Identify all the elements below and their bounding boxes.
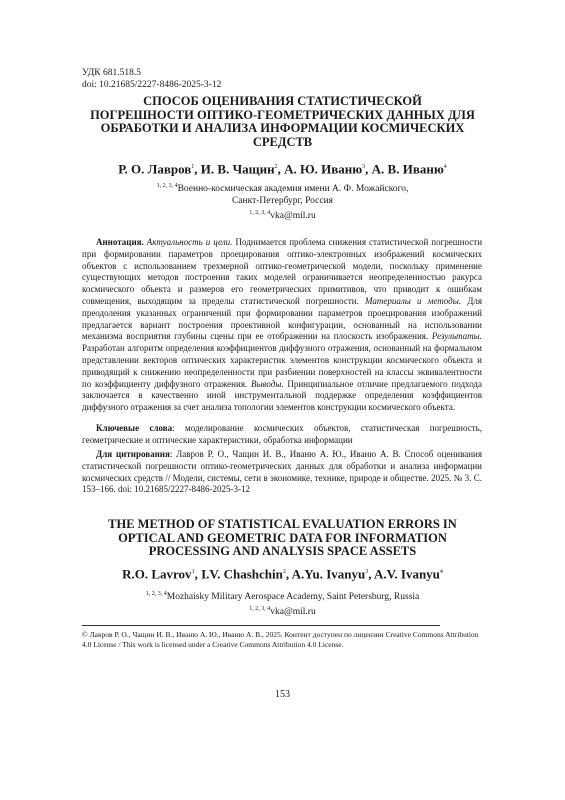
citation-ru — [82, 449, 482, 496]
author-sup: 1 — [191, 164, 195, 170]
abstract-key: Материалы и методы. — [365, 295, 462, 306]
email-line — [100, 603, 465, 618]
page-number: 153 — [275, 689, 290, 700]
email-line — [100, 207, 465, 222]
email-sup: 1, 2, 3, 4 — [249, 606, 271, 613]
author-sep: , — [277, 161, 285, 177]
authors-ru — [80, 160, 485, 176]
keywords-text: : моделирование космических объектов, статистическая погрешность, геометрические и оптические характеристики, обработка информации — [82, 423, 482, 445]
abstract-text: Поднимается проблема снижения статистической погрешности при формировании параметров проецирования оптико-электронных изображений космических объектов с использованием трехмерной оптико-геометрической модели, поскольку применение существующих методов построения таких моделей ограничивается неопределенностью ракурса космического объекта и размеров его геометрических примитивов, что приводит к ошибкам совмещения, выходящим за пределы статистической погрешности. — [82, 237, 483, 306]
author-sup: 1 — [191, 569, 195, 575]
author-name: I.V. Chashchin — [201, 566, 283, 582]
abstract-label: Аннотация. — [96, 237, 144, 247]
footnote-divider — [82, 625, 440, 626]
author-name: И. В. Чащин — [200, 161, 275, 177]
citation-text: : Лавров Р. О., Чащин И. В., Иваню А. Ю., Иваню А. В. Способ оценивания статистической погрешности оптико-геометрических данных для обработки и анализа информации космических средств // Модели, системы, сети в экономике, технике, природе и обществе. 2025. № 3. С. 153–166. doi: 10.21685/2227-8486-2025-3-12 — [82, 449, 482, 495]
author-name: A.Yu. Ivanyu — [291, 566, 366, 582]
affiliation-org: Военно-космическая академия имени А. Ф. Можайского, — [177, 184, 409, 195]
affiliation-sup: 1, 2, 3, 4 — [145, 591, 167, 597]
author-sep: , — [194, 161, 201, 177]
email-link[interactable]: vka@mil.ru — [270, 607, 316, 618]
author-sup: 2 — [282, 569, 286, 575]
title-ru: СПОСОБ ОЦЕНИВАНИЯ СТАТИСТИЧЕСКОЙ ПОГРЕШНОСТИ ОПТИКО-ГЕОМЕТРИЧЕСКИХ ДАННЫХ ДЛЯ ОБРАБОТКИ И АНАЛИЗА ИНФОРМАЦИИ КОСМИЧЕСКИХ СРЕДСТВ — [90, 94, 475, 149]
abstract-key: Выводы. — [250, 378, 284, 389]
author-sep: , — [285, 566, 292, 582]
affiliation-city: Санкт-Петербург, Россия — [231, 196, 334, 207]
author-sup: 3 — [365, 569, 369, 575]
affiliation-org: Mozhaisky Military Aerospace Academy, Saint Petersburg, Russia — [166, 592, 420, 603]
citation-label: Для цитирования — [96, 449, 170, 459]
keywords-label: Ключевые слова — [96, 423, 173, 433]
abstract-key: Результаты. — [431, 331, 482, 342]
author-sep: , — [368, 566, 375, 582]
copyright-footnote: © Лавров Р. О., Чащин И. В., Иваню А. Ю., Иваню А. В., 2025. Контент доступен по лицензии Creative Commons Attribution 4.0 License / This work is licensed under a Creative Commons Attribution 4.0 License. — [82, 630, 479, 649]
article-meta — [82, 67, 221, 91]
author-sup: 4 — [443, 164, 447, 170]
affiliation-line — [100, 588, 465, 603]
author-name: A.V. Ivanyu — [374, 566, 440, 582]
email-sup: 1, 2, 3, 4 — [249, 210, 271, 217]
title-en: THE METHOD OF STATISTICAL EVALUATION ERRORS IN OPTICAL AND GEOMETRIC DATA FOR INFORMATION PROCESSING AND ANALYSIS SPACE ASSETS — [108, 517, 457, 558]
author-sup: 4 — [439, 569, 443, 575]
abstract-ru — [82, 237, 482, 414]
abstract-text: Принципиальное отличие предлагаемого подхода заключается в качественно иной инструментальной поддержке определения коэффициентов диффузного отражения за счет анализа топологии элементов конструкции космического объекта. — [82, 378, 483, 413]
udc-code: УДК 681.518.5 — [82, 68, 141, 78]
abstract-text: Разработан алгоритм определения коэффициентов диффузного отражения, основанный на формальном представлении векторов оптических характеристик элементов конструкции космического объекта и приводящий к снижению неопределенности при разбиении поверхностей на классы эквивалентности по коэффициенту диффузного отражения. — [82, 343, 482, 389]
author-sup: 3 — [362, 164, 366, 170]
affiliation-en — [100, 588, 465, 618]
authors-en — [80, 565, 485, 581]
affiliation-ru — [100, 180, 465, 222]
author-sep: , — [365, 161, 372, 177]
affiliation-sup: 1, 2, 3, 4 — [156, 183, 178, 189]
email-link[interactable]: vka@mil.ru — [270, 211, 316, 222]
author-name: А. Ю. Иваню — [284, 161, 363, 177]
doi: doi: 10.21685/2227-8486-2025-3-12 — [82, 80, 222, 90]
abstract-key: Актуальность и цели. — [146, 237, 233, 247]
abstract-text: Для преодоления указанных ограничений при формировании параметров проецирования изображений предлагается вариант построения проективной конфигурации, основанный на использовании механизма восприятия глубины сцены при ее отображении на плоскость изображения. — [82, 295, 482, 342]
keywords-ru — [82, 423, 482, 447]
author-sup: 2 — [274, 164, 278, 170]
author-name: А. В. Иваню — [371, 161, 444, 177]
affiliation-line — [100, 180, 465, 195]
author-name: R.O. Lavrov — [122, 566, 192, 582]
author-sep: , — [194, 566, 202, 582]
author-name: Р. О. Лавров — [118, 161, 192, 177]
